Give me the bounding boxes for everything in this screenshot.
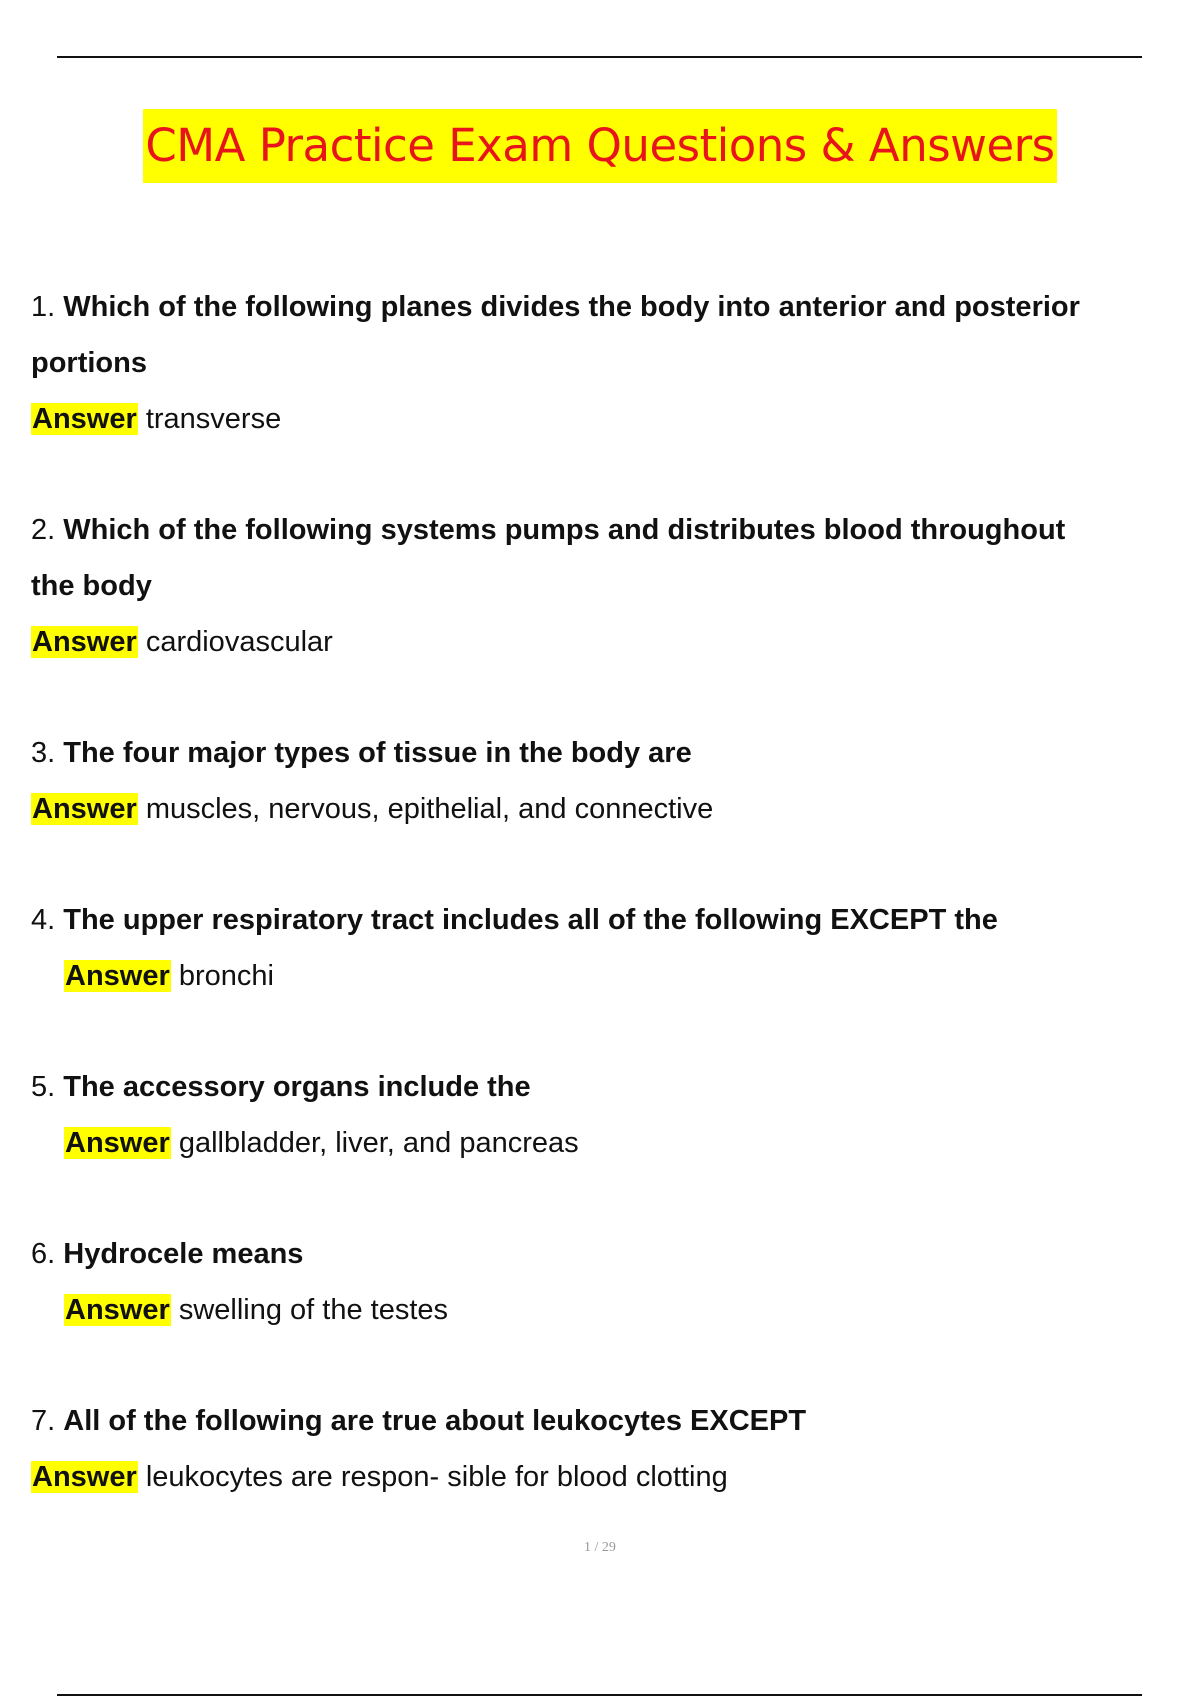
answer-label: Answer xyxy=(65,1127,170,1159)
question-number: 6. xyxy=(31,1238,56,1270)
answer-label: Answer xyxy=(65,960,170,992)
question-3 xyxy=(31,725,1180,837)
answer-text: transverse xyxy=(145,403,282,435)
question-line xyxy=(31,1226,1180,1282)
question-text: Which of the following systems pumps and distributes blood throughout xyxy=(63,514,1066,546)
question-1 xyxy=(31,279,1180,447)
question-number: 5. xyxy=(31,1071,56,1103)
question-line xyxy=(31,892,1180,948)
question-line xyxy=(31,502,1180,558)
question-text: The accessory organs include the xyxy=(63,1071,531,1103)
question-text-continued: the body xyxy=(31,570,152,602)
question-line xyxy=(31,279,1180,335)
answer-text: gallbladder, liver, and pancreas xyxy=(178,1127,579,1159)
question-5 xyxy=(31,1059,1180,1171)
answer-line xyxy=(31,781,1180,837)
page-number: 1 / 29 xyxy=(584,1540,616,1555)
answer-text: bronchi xyxy=(178,960,274,992)
answer-line xyxy=(31,614,1180,670)
question-number: 2. xyxy=(31,514,56,546)
answer-line xyxy=(31,391,1180,447)
title-container xyxy=(0,109,1200,183)
answer-label: Answer xyxy=(32,403,137,435)
question-text-continued: portions xyxy=(31,347,147,379)
question-number: 4. xyxy=(31,904,56,936)
question-number: 1. xyxy=(31,291,56,323)
answer-text: leukocytes are respon- sible for blood clotting xyxy=(145,1461,728,1493)
question-line xyxy=(31,1059,1180,1115)
answer-label: Answer xyxy=(32,1461,137,1493)
question-2 xyxy=(31,502,1180,670)
question-line xyxy=(31,725,1180,781)
question-text: All of the following are true about leukocytes EXCEPT xyxy=(63,1405,807,1437)
document-title: CMA Practice Exam Questions & Answers xyxy=(143,109,1056,183)
top-rule xyxy=(57,56,1142,58)
answer-label: Answer xyxy=(32,793,137,825)
answer-text: cardiovascular xyxy=(145,626,333,658)
question-7 xyxy=(31,1393,1180,1505)
question-text: The four major types of tissue in the body are xyxy=(63,737,692,769)
answer-line xyxy=(31,1449,1180,1505)
answer-label: Answer xyxy=(32,626,137,658)
question-line xyxy=(31,1393,1180,1449)
bottom-rule xyxy=(57,1694,1142,1696)
question-text: The upper respiratory tract includes all of the following EXCEPT the xyxy=(63,904,998,936)
answer-text: muscles, nervous, epithelial, and connective xyxy=(145,793,714,825)
question-6 xyxy=(31,1226,1180,1338)
answer-label: Answer xyxy=(65,1294,170,1326)
answer-line xyxy=(31,1115,1180,1171)
question-number: 3. xyxy=(31,737,56,769)
question-number: 7. xyxy=(31,1405,56,1437)
question-4 xyxy=(31,892,1180,1004)
question-text: Hydrocele means xyxy=(63,1238,304,1270)
answer-line xyxy=(31,948,1180,1004)
question-text: Which of the following planes divides the body into anterior and posterior xyxy=(63,291,1080,323)
answer-line xyxy=(31,1282,1180,1338)
answer-text: swelling of the testes xyxy=(178,1294,449,1326)
